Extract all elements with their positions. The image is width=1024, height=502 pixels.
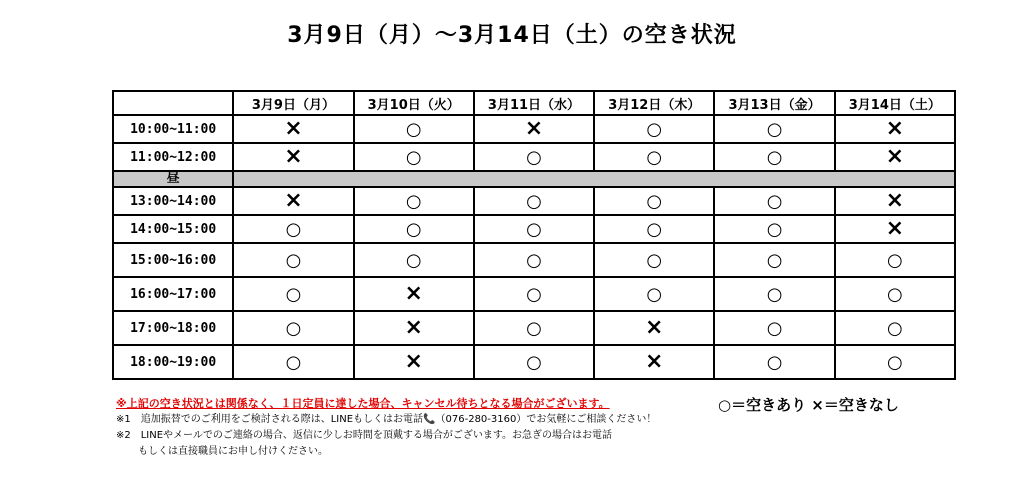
available-mark: ○ — [285, 283, 302, 305]
available-mark: ○ — [526, 351, 542, 373]
available-mark: ○ — [405, 118, 422, 140]
availability-cell — [835, 311, 955, 345]
unavailable-mark: × — [645, 314, 664, 340]
availability-cell — [474, 277, 594, 311]
available-mark: ○ — [766, 190, 783, 212]
time-slot: 18:00~19:00 — [113, 345, 233, 379]
day-header: 3月11日（水） — [474, 91, 594, 115]
available-mark: ○ — [766, 249, 783, 271]
availability-cell — [714, 187, 834, 215]
available-mark: ○ — [405, 190, 422, 212]
availability-cell — [594, 311, 714, 345]
availability-cell — [474, 115, 594, 143]
availability-cell — [354, 243, 474, 277]
phone-icon: 📞 — [423, 414, 436, 425]
table-row — [113, 143, 955, 171]
available-mark: ○ — [526, 317, 542, 339]
availability-cell — [354, 187, 474, 215]
table-row — [113, 277, 955, 311]
table-row — [113, 115, 955, 143]
available-mark: ○ — [646, 218, 663, 240]
table-row — [113, 187, 955, 215]
availability-cell — [594, 215, 714, 243]
availability-cell — [835, 187, 955, 215]
time-slot: 15:00~16:00 — [113, 243, 233, 277]
availability-cell — [233, 345, 353, 379]
availability-table — [112, 90, 956, 380]
notes — [116, 396, 716, 460]
lunch-bar — [233, 171, 955, 187]
available-mark: ○ — [766, 351, 783, 373]
availability-cell — [594, 345, 714, 379]
available-mark: ○ — [526, 249, 542, 271]
time-slot: 11:00~12:00 — [113, 143, 233, 171]
day-header: 3月10日（火） — [354, 91, 474, 115]
available-mark: ○ — [405, 218, 422, 240]
table-row — [113, 243, 955, 277]
availability-cell — [594, 277, 714, 311]
available-mark: ○ — [526, 218, 542, 240]
availability-cell — [354, 345, 474, 379]
unavailable-mark: × — [404, 280, 423, 306]
availability-cell — [354, 143, 474, 171]
available-mark: ○ — [886, 317, 903, 339]
availability-cell — [474, 311, 594, 345]
available-mark: ○ — [646, 118, 663, 140]
unavailable-mark: × — [645, 348, 664, 374]
availability-cell — [474, 143, 594, 171]
available-mark: ○ — [646, 146, 663, 168]
availability-cell — [714, 243, 834, 277]
unavailable-mark: × — [404, 348, 423, 374]
availability-cell — [714, 143, 834, 171]
availability-cell — [354, 215, 474, 243]
availability-cell — [714, 345, 834, 379]
availability-cell — [233, 115, 353, 143]
availability-cell — [354, 277, 474, 311]
lunch-label: 昼 — [113, 171, 233, 187]
table-row — [113, 345, 955, 379]
availability-cell — [233, 187, 353, 215]
availability-cell — [835, 243, 955, 277]
availability-cell — [233, 311, 353, 345]
availability-cell — [714, 277, 834, 311]
unavailable-mark: × — [885, 143, 905, 169]
unavailable-mark: × — [284, 115, 303, 141]
available-mark: ○ — [766, 146, 783, 168]
day-header: 3月9日（月） — [233, 91, 353, 115]
availability-cell — [835, 143, 955, 171]
note-1-prefix: ※1 追加振替でのご利用をご検討される際は、LINEもしくはお電話 — [116, 414, 424, 425]
available-mark: ○ — [766, 118, 783, 140]
table-header-row — [113, 91, 955, 115]
available-mark: ○ — [646, 190, 663, 212]
available-mark: ○ — [526, 146, 542, 168]
availability-cell — [594, 187, 714, 215]
note-2-line1: ※2 LINEやメールでのご連絡の場合、返信に少しお時間を頂戴する場合がございます。お急ぎの場合はお電話 — [116, 430, 613, 441]
unavailable-mark: × — [284, 143, 303, 169]
available-mark: ○ — [526, 283, 542, 305]
table-row — [113, 215, 955, 243]
available-mark: ○ — [886, 351, 903, 373]
availability-cell — [474, 215, 594, 243]
availability-cell — [474, 345, 594, 379]
available-mark: ○ — [766, 317, 783, 339]
availability-cell — [594, 243, 714, 277]
available-mark: ○ — [405, 146, 422, 168]
table-row — [113, 311, 955, 345]
corner-cell — [113, 91, 233, 115]
availability-cell — [714, 215, 834, 243]
availability-cell — [233, 143, 353, 171]
availability-cell — [714, 115, 834, 143]
unavailable-mark: × — [404, 314, 423, 340]
unavailable-mark: × — [885, 115, 905, 141]
available-mark: ○ — [886, 283, 903, 305]
available-mark: ○ — [285, 317, 302, 339]
notice-red: ※上記の空き状況とは関係なく、１日定員に達した場合、キャンセル待ちとなる場合がございます。 — [116, 397, 610, 410]
unavailable-mark: × — [885, 215, 905, 241]
available-mark: ○ — [526, 190, 542, 212]
day-header: 3月12日（木） — [594, 91, 714, 115]
availability-cell — [714, 311, 834, 345]
unavailable-mark: × — [524, 115, 544, 141]
time-slot: 14:00~15:00 — [113, 215, 233, 243]
time-slot: 16:00~17:00 — [113, 277, 233, 311]
available-mark: ○ — [285, 351, 302, 373]
available-mark: ○ — [766, 283, 783, 305]
availability-cell — [354, 115, 474, 143]
availability-cell — [835, 215, 955, 243]
availability-cell — [233, 277, 353, 311]
time-slot: 17:00~18:00 — [113, 311, 233, 345]
availability-cell — [835, 345, 955, 379]
day-header: 3月14日（土） — [835, 91, 955, 115]
availability-cell — [474, 243, 594, 277]
legend: ○＝空きあり ×＝空きなし — [718, 396, 899, 414]
page-title: 3月9日（月）～3月14日（土）の空き状況 — [287, 23, 737, 48]
available-mark: ○ — [405, 249, 422, 271]
availability-cell — [474, 187, 594, 215]
available-mark: ○ — [285, 249, 302, 271]
available-mark: ○ — [646, 283, 663, 305]
unavailable-mark: × — [885, 187, 905, 213]
available-mark: ○ — [766, 218, 783, 240]
available-mark: ○ — [886, 249, 903, 271]
availability-cell — [233, 243, 353, 277]
lunch-row — [113, 171, 955, 187]
availability-cell — [354, 311, 474, 345]
availability-cell — [594, 143, 714, 171]
availability-cell — [835, 115, 955, 143]
availability-cell — [835, 277, 955, 311]
note-1 — [116, 412, 716, 428]
day-header: 3月13日（金） — [714, 91, 834, 115]
available-mark: ○ — [285, 218, 302, 240]
note-2-line2: もしくは直接職員にお申し付けください。 — [138, 446, 328, 457]
available-mark: ○ — [646, 249, 663, 271]
unavailable-mark: × — [284, 187, 303, 213]
availability-cell — [233, 215, 353, 243]
note-1-suffix: （076-280-3160）でお気軽にご相談ください！ — [435, 414, 657, 425]
availability-cell — [594, 115, 714, 143]
time-slot: 13:00~14:00 — [113, 187, 233, 215]
time-slot: 10:00~11:00 — [113, 115, 233, 143]
